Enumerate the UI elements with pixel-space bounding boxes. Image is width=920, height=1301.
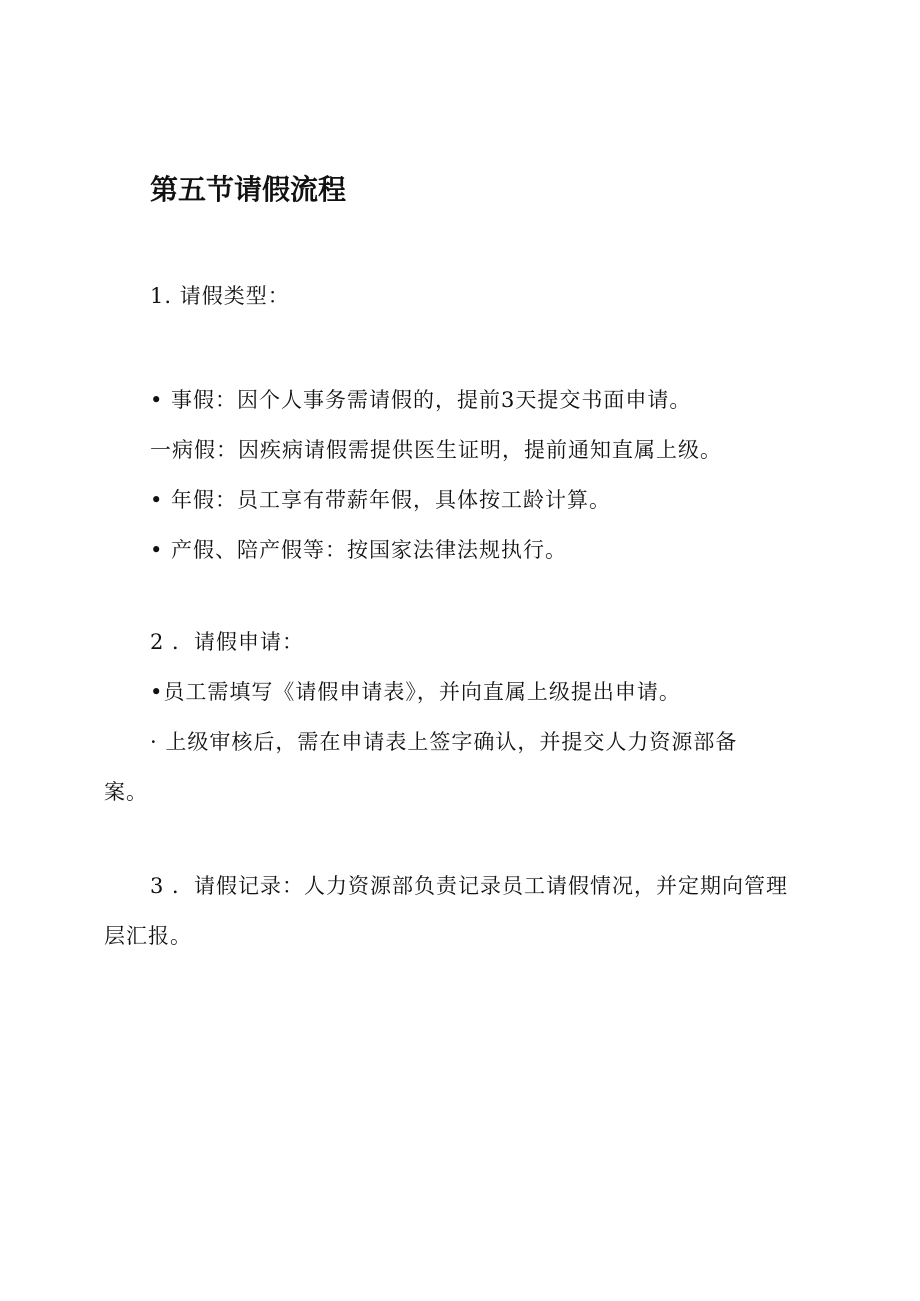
section1-item: 一病假：因疾病请假需提供医生证明，提前通知直属上级。 bbox=[150, 438, 722, 462]
section1-item: • 事假：因个人事务需请假的，提前3天提交书面申请。 bbox=[150, 388, 692, 412]
section1-item: • 产假、陪产假等：按国家法律法规执行。 bbox=[150, 538, 568, 562]
section3-line-continuation: 层汇报。 bbox=[104, 924, 192, 948]
section1-item: • 年假：员工享有带薪年假，具体按工龄计算。 bbox=[150, 488, 612, 512]
section2-item: · 上级审核后，需在申请表上签字确认，并提交人力资源部备 bbox=[150, 730, 738, 754]
section1-heading: 1. 请假类型： bbox=[150, 284, 290, 308]
section-title: 第五节请假流程 bbox=[150, 173, 347, 206]
section3-line: 3 ．请假记录：人力资源部负责记录员工请假情况，并定期向管理 bbox=[150, 874, 789, 898]
section2-heading: 2 ．请假申请： bbox=[150, 630, 305, 654]
section2-item: •员工需填写《请假申请表》，并向直属上级提出申请。 bbox=[150, 680, 681, 704]
section2-item-continuation: 案。 bbox=[104, 780, 148, 804]
